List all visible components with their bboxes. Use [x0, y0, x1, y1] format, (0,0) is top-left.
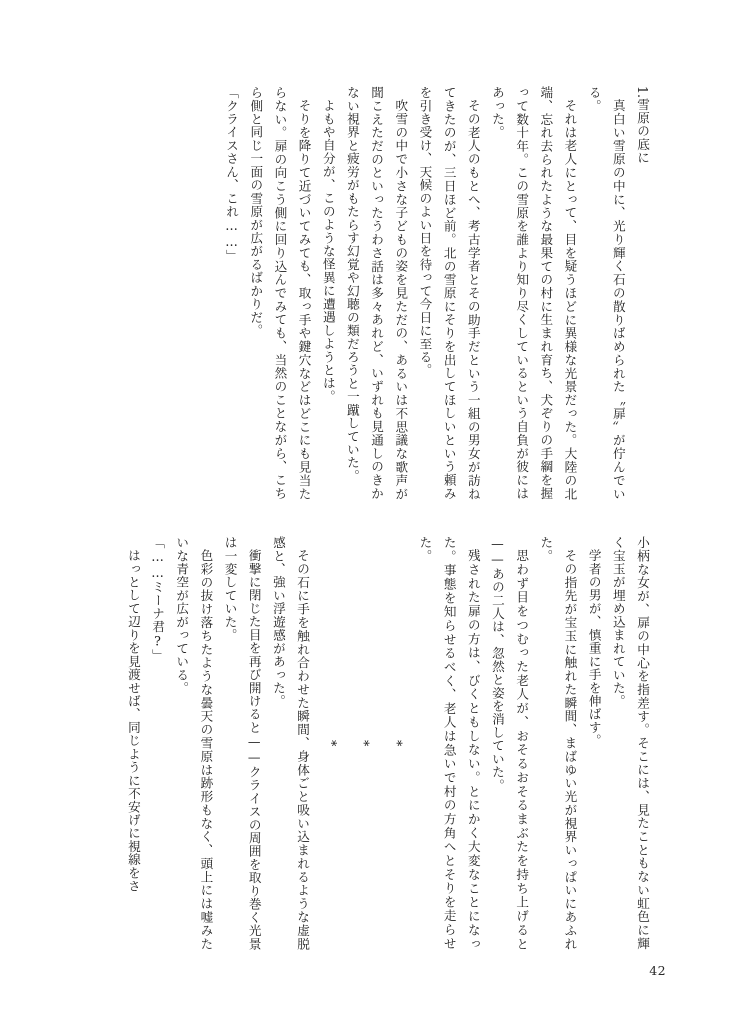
chapter-heading [630, 86, 654, 500]
paragraph: そりを降りて近づいてみても、取っ手や鍵穴などはどこにも見当たらない。扉の向こう側に回り込んでみても、当然のことながら、こちら側と同じ一面の雪原が広がるばかりだ。 [248, 86, 312, 500]
paragraph: 吹雪の中で小さな子どもの姿を見ただの、あるいは不思議な歌声が聞こえただのといったうわさ話は多々あれど、いずれも見通しのきかない視界と疲労がもたらす幻覚や幻聴の類だろうと一蹴していた。 [344, 86, 409, 500]
asterisk-glyph: * [323, 739, 339, 747]
text-block-bottom [92, 536, 654, 950]
scene-break-divider [314, 536, 412, 950]
paragraph: 小柄な女が、扉の中心を指差す。そこには、見たこともない虹色に輝く宝玉が埋め込まれていた。 [610, 536, 650, 950]
paragraph: その指先が宝玉に触れた瞬間、まばゆい光が視界いっぱいにあふれた。 [538, 536, 578, 950]
paragraph: その老人のもとへ、考古学者とその助手だという一組の男女が訪ねてきたのが、三日ほど前。北の雪原にそりを出してほしいという頼みを引き受け、天候のよい日を待って今日に至る。 [417, 86, 481, 500]
asterisk-glyph: * [389, 739, 405, 747]
paragraph: その石に手を触れ合わせた瞬間、身体ごと吸い込まれるような虚脱感と、強い浮遊感があった。 [270, 536, 311, 950]
paragraph: 色彩の抜け落ちたような曇天の雪原は跡形もなく、頭上には嘘みたいな青空が広がっている。 [174, 536, 214, 950]
text-block-top [92, 86, 654, 500]
page-number: 42 [649, 963, 666, 978]
dialogue-line: 「……ミーナ君?」 [150, 536, 166, 663]
chapter-number: 1. [635, 86, 650, 99]
paragraph: よもや自分が、このような怪異に遭遇しようとは。 [320, 98, 336, 403]
paragraph: 衝撃に閉じた目を再び開けると——クライスの周囲を取り巻く光景は一変していた。 [222, 536, 262, 950]
paragraph: 真白い雪原の中に、光り輝く石の散りばめられた〝扉〟が佇んでいる。 [586, 86, 626, 500]
chapter-title-text: 雪原の底に [635, 98, 650, 165]
dialogue-line: 「クライスさん、これ……」 [224, 86, 240, 263]
asterisk-glyph: * [356, 739, 372, 747]
paragraph: はっとして辺りを見渡せば、同じように不安げに視線をさ [125, 548, 141, 893]
paragraph: それは老人にとって、目を疑うほどに異様な光景だった。大陸の北端、忘れ去られたような最果ての村に生まれ育ち、犬ぞりの手綱を握って数十年。この雪原を誰より知り尽くしているという自負が彼にはあった。 [489, 86, 578, 500]
paragraph: 残された扉の方は、びくともしない。とにかく大変なことになった。事態を知らせるべく、老人は急いで村の方角へとそりを走らせた。 [417, 536, 481, 950]
paragraph: 学者の男が、慎重に手を伸ばす。 [586, 548, 602, 747]
paragraph: 思わず目をつむった老人が、おそるおそるまぶたを持ち上げると——あの二人は、忽然と姿を消していた。 [489, 536, 530, 950]
